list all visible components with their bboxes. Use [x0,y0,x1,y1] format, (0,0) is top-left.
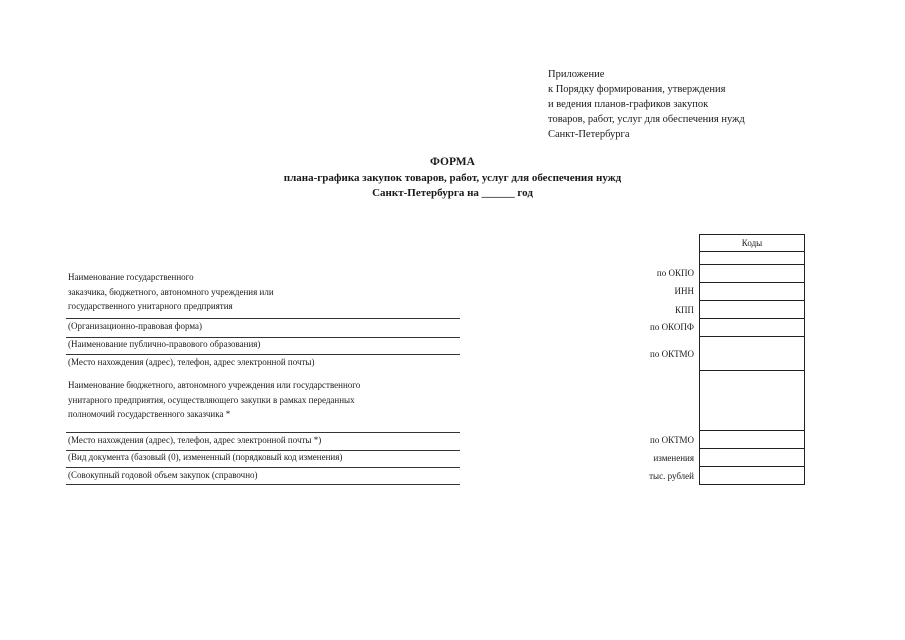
code-cell-changes[interactable] [699,448,805,467]
code-cell-oktmo-2[interactable] [699,430,805,449]
code-cell-inn[interactable] [699,282,805,301]
customer-name-label: государственного унитарного предприятия [68,301,233,311]
underline [66,337,460,338]
underline [66,467,460,468]
underline [66,432,460,433]
code-changes-label: изменения [653,453,694,463]
delegated-label: Наименование бюджетного, автономного учреждения или государственного [68,380,361,390]
org-form-label: (Организационно-правовая форма) [68,321,202,331]
code-cell-okopf[interactable] [699,318,805,337]
code-inn-label: ИНН [674,286,694,296]
code-oktmo-label: по ОКТМО [650,349,694,359]
underline [66,450,460,451]
form-subtitle: плана-графика закупок товаров, работ, услуг для обеспечения нужд [283,172,622,184]
public-entity-label: (Наименование публично-правового образования) [68,339,261,349]
code-okopf-label: по ОКОПФ [650,322,694,332]
appendix-line: Приложение [548,69,605,80]
appendix-block [548,67,745,142]
code-okpo-label: по ОКПО [656,268,694,278]
location-2-label: (Место нахождения (адрес), телефон, адрес электронной почты *) [68,435,322,445]
codes-header-cell: Коды [699,234,805,252]
code-cell-delegated[interactable] [699,370,805,431]
underline [66,318,460,319]
code-thousand-rub-label: тыс. рублей [649,471,694,481]
code-cell-oktmo[interactable] [699,336,805,371]
delegated-label: полномочий государственного заказчика * [68,409,231,419]
customer-name-label: Наименование государственного [68,272,194,282]
underline [66,354,460,355]
code-kpp-label: КПП [674,305,694,315]
code-cell-okpo[interactable] [699,264,805,283]
delegated-label: унитарного предприятия, осуществляющего закупки в рамках переданных [68,395,355,405]
underline [66,484,460,485]
location-label: (Место нахождения (адрес), телефон, адрес электронной почты) [68,357,315,367]
total-volume-label: (Совокупный годовой объем закупок (справочно) [68,470,258,480]
appendix-line: и ведения планов-графиков закупок [548,99,709,110]
code-cell[interactable] [699,251,805,265]
form-subtitle-year: Санкт-Петербурга на ______ год [372,187,533,199]
form-title: ФОРМА [430,156,475,168]
customer-name-label: заказчика, бюджетного, автономного учреждения или [68,287,274,297]
appendix-line: к Порядку формирования, утверждения [548,84,726,95]
code-cell-thousand-rub[interactable] [699,466,805,485]
code-cell-kpp[interactable] [699,300,805,319]
appendix-line: Санкт-Петербурга [548,129,630,140]
appendix-line: товаров, работ, услуг для обеспечения нужд [548,114,745,125]
doc-type-label: (Вид документа (базовый (0), измененный (порядковый код изменения) [68,452,343,462]
code-oktmo-2-label: по ОКТМО [650,435,694,445]
